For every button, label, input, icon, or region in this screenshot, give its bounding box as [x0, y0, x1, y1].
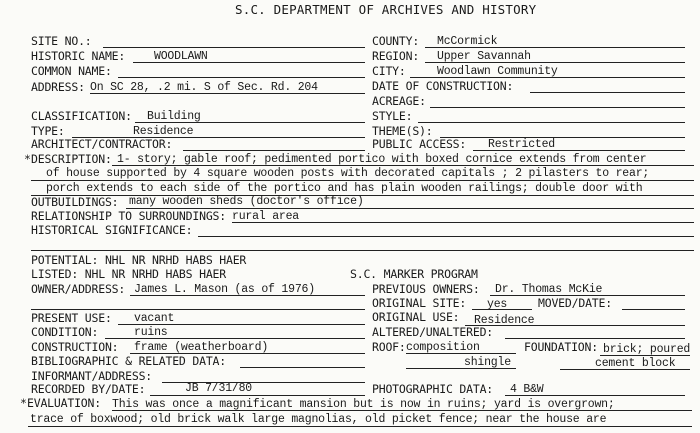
- original-use-line: [465, 325, 685, 326]
- description-rule-2: [31, 180, 694, 181]
- description-rule-1: [112, 165, 694, 166]
- relationship-line: [232, 222, 694, 223]
- altered-label: ALTERED/UNALTERED:: [372, 325, 494, 339]
- original-site-label: ORIGINAL SITE:: [372, 296, 467, 310]
- photographic-data-line: [505, 395, 685, 396]
- roof-label: ROOF:: [372, 340, 406, 354]
- foundation-label: FOUNDATION:: [524, 340, 598, 354]
- roof-value-1: composition: [406, 341, 480, 354]
- region-value: Upper Savannah: [437, 50, 531, 63]
- address-value: On SC 28, .2 mi. S of Sec. Rd. 204: [90, 81, 318, 94]
- bibliographic-line: [240, 367, 365, 368]
- previous-owners-value: Dr. Thomas McKie: [495, 283, 603, 296]
- relationship-value: rural area: [232, 210, 300, 223]
- description-asterisk: *: [24, 152, 31, 166]
- moved-date-label: MOVED/DATE:: [538, 296, 612, 310]
- photographic-data-label: PHOTOGRAPHIC DATA:: [372, 382, 494, 396]
- historical-significance-label: HISTORICAL SIGNIFICANCE:: [31, 223, 193, 237]
- foundation-line: [600, 355, 690, 356]
- evaluation-rule-2: [28, 426, 692, 427]
- county-value: McCormick: [437, 35, 498, 48]
- relationship-label: RELATIONSHIP TO SURROUNDINGS:: [31, 209, 226, 223]
- roof-line-2: [406, 368, 516, 369]
- county-label: COUNTY:: [372, 34, 420, 48]
- site-no-line: [103, 47, 365, 48]
- classification-value: Building: [147, 110, 201, 123]
- owner-address-line-2: [31, 309, 365, 310]
- altered-line: [505, 338, 685, 339]
- recorded-by-value: JB 7/31/80: [185, 382, 253, 395]
- description-line-3: porch extends to each side of the portico and has plain wooden railings; double door with: [46, 182, 643, 195]
- photographic-data-value: 4 B&W: [510, 383, 544, 396]
- previous-owners-label: PREVIOUS OWNERS:: [372, 282, 480, 296]
- architect-label: ARCHITECT/CONTRACTOR:: [31, 137, 173, 151]
- evaluation-rule-1: [112, 410, 692, 411]
- moved-date-line: [622, 309, 685, 310]
- city-value: Woodlawn Community: [437, 65, 558, 78]
- historical-significance-line: [198, 236, 694, 237]
- site-no-label: SITE NO.:: [31, 34, 92, 48]
- historic-name-value: WOODLAWN: [154, 50, 208, 63]
- classification-label: CLASSIFICATION:: [31, 109, 132, 123]
- common-name-label: COMMON NAME:: [31, 64, 112, 78]
- acreage-label: ACREAGE:: [372, 94, 426, 108]
- informant-label: INFORMANT/ADDRESS:: [31, 369, 153, 383]
- original-site-value: yes: [487, 298, 508, 311]
- style-label: STYLE:: [372, 109, 413, 123]
- outbuildings-value: many wooden sheds (doctor's office): [129, 195, 364, 208]
- condition-label: CONDITION:: [31, 325, 99, 339]
- address-label: ADDRESS:: [31, 80, 85, 94]
- bibliographic-label: BIBLIOGRAPHIC & RELATED DATA:: [31, 354, 226, 368]
- date-of-construction-label: DATE OF CONSTRUCTION:: [372, 79, 514, 93]
- date-of-construction-line: [530, 92, 685, 93]
- historical-significance-line-2: [31, 250, 694, 251]
- owner-address-value: James L. Mason (as of 1976): [134, 283, 315, 296]
- foundation-line-2: [560, 369, 690, 370]
- type-label: TYPE:: [31, 124, 65, 138]
- outbuildings-label: OUTBUILDINGS:: [31, 195, 119, 209]
- present-use-value: vacant: [134, 312, 175, 325]
- region-label: REGION:: [372, 49, 420, 63]
- evaluation-asterisk: *: [20, 396, 27, 410]
- present-use-line: [118, 324, 365, 325]
- evaluation-line-2: trace of boxwood; old brick walk large magnolias, old picket fence; near the house are: [30, 413, 607, 426]
- public-access-value: Restricted: [488, 138, 556, 151]
- condition-line: [105, 338, 365, 339]
- themes-line: [440, 137, 685, 138]
- construction-label: CONSTRUCTION:: [31, 340, 119, 354]
- roof-line: [406, 353, 516, 354]
- recorded-by-label: RECORDED BY/DATE:: [31, 382, 146, 396]
- description-label: DESCRIPTION:: [31, 152, 112, 166]
- owner-address-label: OWNER/ADDRESS:: [31, 282, 126, 296]
- type-value: Residence: [133, 125, 194, 138]
- present-use-label: PRESENT USE:: [31, 311, 112, 325]
- recorded-by-line: [150, 395, 365, 396]
- foundation-value-2: cement block: [595, 357, 676, 370]
- description-line-1: 1- story; gable roof; pedimented portico with boxed cornice extends from center: [117, 153, 647, 166]
- historic-name-label: HISTORIC NAME:: [31, 49, 126, 63]
- acreage-line: [430, 107, 685, 108]
- condition-value: ruins: [134, 326, 168, 339]
- themes-label: THEME(S):: [372, 124, 433, 138]
- style-line: [418, 122, 685, 123]
- original-use-value: Residence: [474, 314, 535, 327]
- form-title: S.C. DEPARTMENT OF ARCHIVES AND HISTORY: [235, 2, 537, 17]
- city-label: CITY:: [372, 64, 406, 78]
- potential-row: POTENTIAL: NHL NR NRHD HABS HAER: [31, 253, 247, 267]
- marker-program-label: S.C. MARKER PROGRAM: [350, 267, 478, 281]
- foundation-value-1: brick; poured: [603, 343, 691, 356]
- evaluation-line-1: This was once a magnificant mansion but is now in ruins; yard is overgrown;: [112, 398, 615, 411]
- evaluation-label: EVALUATION:: [27, 396, 101, 410]
- listed-row: LISTED: NHL NR NRHD HABS HAER: [31, 267, 226, 281]
- original-use-label: ORIGINAL USE:: [372, 310, 460, 324]
- architect-line: [183, 150, 365, 151]
- original-site-line: [472, 309, 532, 310]
- roof-value-2: shingle: [464, 356, 511, 369]
- common-name-line: [118, 77, 365, 78]
- construction-value: frame (weatherboard): [134, 341, 269, 354]
- description-line-2: of house supported by 4 square wooden posts with decorated capitals ; 2 pilasters to rear;: [46, 167, 650, 180]
- owner-address-line: [130, 295, 365, 296]
- public-access-label: PUBLIC ACCESS:: [372, 137, 467, 151]
